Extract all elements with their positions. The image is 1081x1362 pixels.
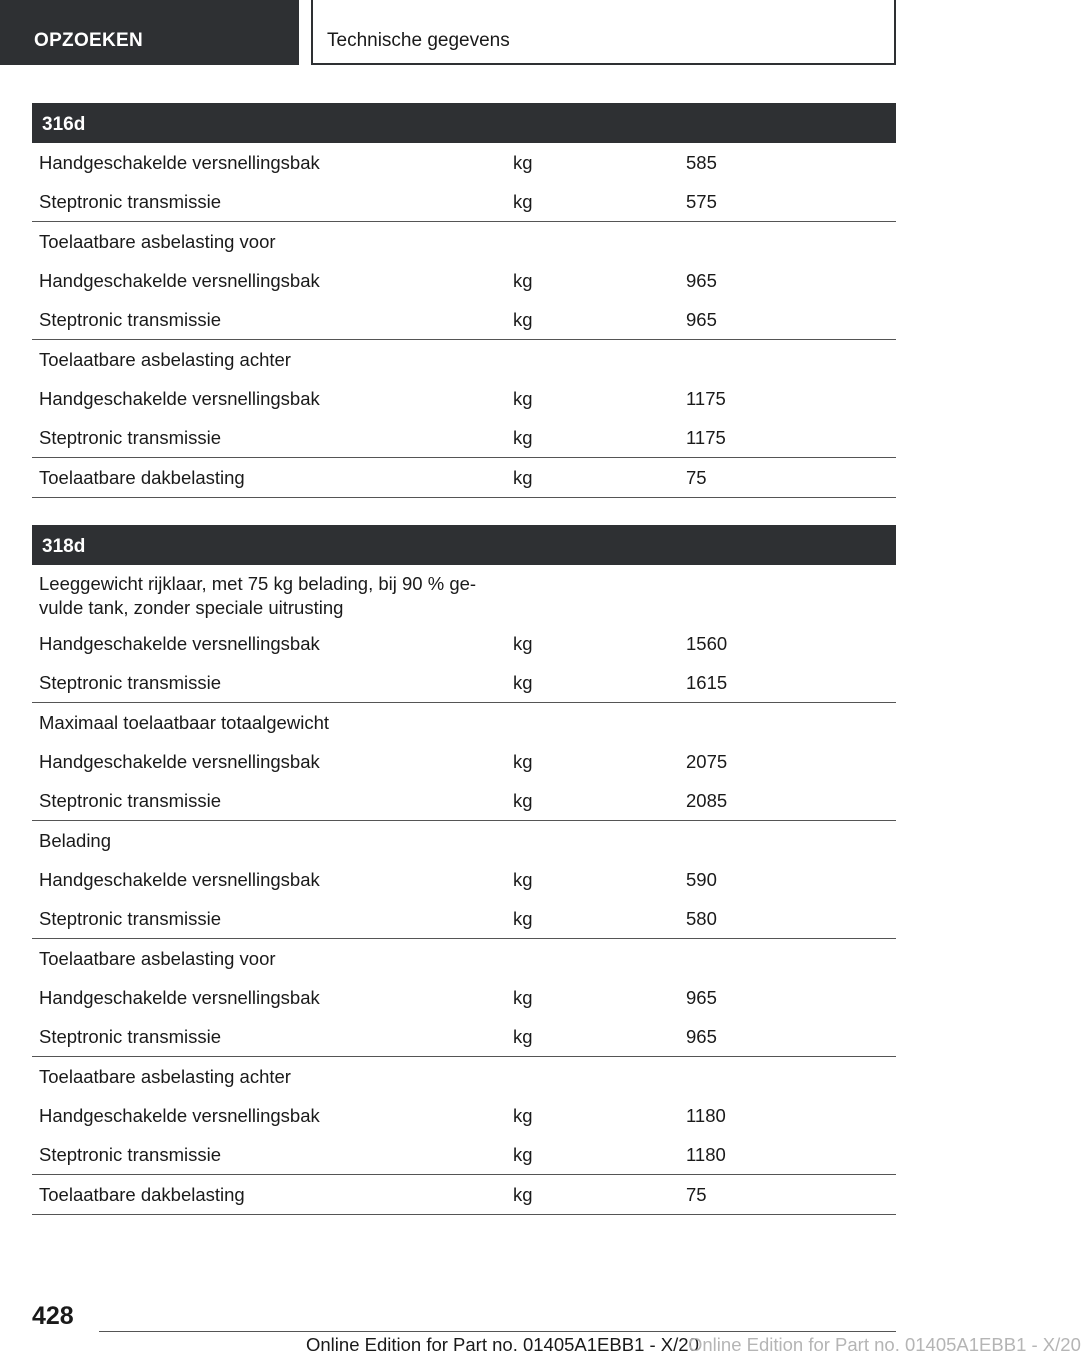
row-value: 1560 (686, 633, 728, 654)
row-value: 1180 (686, 1144, 726, 1165)
page-title-text: Technische gegevens (327, 30, 510, 51)
row-label: Toelaatbare asbelasting voor (39, 231, 276, 252)
table-row (32, 781, 896, 820)
row-label: Handgeschakelde versnellingsbak (39, 633, 320, 654)
row-unit: kg (513, 388, 533, 409)
row-label: Steptronic transmissie (39, 672, 221, 693)
row-label: Toelaatbare asbelasting voor (39, 948, 276, 969)
footer-divider (99, 1331, 896, 1332)
table-row (32, 978, 896, 1017)
row-value: 75 (686, 467, 707, 488)
row-unit: kg (513, 672, 533, 693)
row-value: 590 (686, 869, 717, 890)
row-unit: kg (513, 309, 533, 330)
table-row (32, 379, 896, 418)
table-row (32, 1096, 896, 1135)
row-unit: kg (513, 1144, 533, 1165)
row-unit: kg (513, 790, 533, 811)
table-row (32, 1135, 896, 1174)
table-row (32, 340, 896, 379)
spec-group (32, 1057, 896, 1175)
row-label: Maximaal toelaatbaar totaalgewicht (39, 712, 329, 733)
table-row (32, 1057, 896, 1096)
row-label: Handgeschakelde versnellingsbak (39, 869, 320, 890)
table-row (32, 565, 896, 624)
row-value: 580 (686, 908, 717, 929)
row-label: Toelaatbare dakbelasting (39, 1184, 245, 1205)
spec-table-318d (32, 525, 896, 1215)
spec-group (32, 565, 896, 703)
spec-group (32, 703, 896, 821)
row-unit: kg (513, 869, 533, 890)
row-label: Steptronic transmissie (39, 191, 221, 212)
row-label: Steptronic transmissie (39, 1144, 221, 1165)
row-unit: kg (513, 152, 533, 173)
table-row (32, 860, 896, 899)
row-unit: kg (513, 751, 533, 772)
row-label: Steptronic transmissie (39, 1026, 221, 1047)
row-unit: kg (513, 633, 533, 654)
table-row (32, 939, 896, 978)
spec-group (32, 143, 896, 222)
table-row (32, 899, 896, 938)
row-unit: kg (513, 191, 533, 212)
section-header (32, 103, 896, 143)
row-label: Handgeschakelde versnellingsbak (39, 152, 320, 173)
row-label: Steptronic transmissie (39, 309, 221, 330)
spec-group (32, 939, 896, 1057)
row-label: Toelaatbare asbelasting achter (39, 1066, 291, 1087)
row-value: 585 (686, 152, 717, 173)
row-value: 1615 (686, 672, 728, 693)
table-row (32, 1017, 896, 1056)
page-number: 428 (32, 1302, 74, 1330)
edition-text: Online Edition for Part no. 01405A1EBB1 - X/20 (306, 1334, 699, 1355)
row-unit: kg (513, 1105, 533, 1126)
row-label: Steptronic transmissie (39, 908, 221, 929)
watermark: Online Edition for Part no. 01405A1EBB1 - X/20 (688, 1334, 1081, 1355)
row-label: Handgeschakelde versnellingsbak (39, 1105, 320, 1126)
row-value: 2075 (686, 751, 728, 772)
table-row (32, 418, 896, 457)
table-row (32, 300, 896, 339)
row-label: Handgeschakelde versnellingsbak (39, 388, 320, 409)
table-row (32, 222, 896, 261)
section-header (32, 525, 896, 565)
table-row (32, 663, 896, 702)
row-value: 575 (686, 191, 717, 212)
section-title: 318d (42, 536, 86, 557)
spec-group (32, 458, 896, 498)
table-row (32, 1175, 896, 1214)
table-row (32, 624, 896, 663)
row-label: Handgeschakelde versnellingsbak (39, 751, 320, 772)
table-row (32, 182, 896, 221)
row-unit: kg (513, 1184, 533, 1205)
spec-group (32, 821, 896, 939)
table-row (32, 143, 896, 182)
row-label: Toelaatbare asbelasting achter (39, 349, 291, 370)
row-label: Handgeschakelde versnellingsbak (39, 987, 320, 1008)
row-label: Toelaatbare dakbelasting (39, 467, 245, 488)
spec-group (32, 1175, 896, 1215)
row-value: 1175 (686, 427, 726, 448)
row-label: Steptronic transmissie (39, 790, 221, 811)
page-title (311, 0, 896, 65)
row-unit: kg (513, 467, 533, 488)
table-row (32, 821, 896, 860)
row-value: 965 (686, 987, 717, 1008)
section-tab[interactable] (0, 0, 299, 65)
row-label: Belading (39, 830, 112, 851)
row-label: Handgeschakelde versnellingsbak (39, 270, 320, 291)
section-title: 316d (42, 114, 86, 135)
row-unit: kg (513, 908, 533, 929)
row-unit: kg (513, 1026, 533, 1047)
table-row (32, 703, 896, 742)
row-label: Steptronic transmissie (39, 427, 221, 448)
section-tab-label: OPZOEKEN (34, 30, 144, 51)
row-unit: kg (513, 427, 533, 448)
table-row (32, 261, 896, 300)
spec-group (32, 340, 896, 458)
row-value: 2085 (686, 790, 728, 811)
row-value: 1180 (686, 1105, 726, 1126)
row-unit: kg (513, 987, 533, 1008)
row-label: Leeggewicht rijklaar, met 75 kg belading, bij 90 % ge-vulde tank, zonder speciale uitrusting (39, 573, 477, 618)
row-value: 75 (686, 1184, 707, 1205)
table-row (32, 742, 896, 781)
row-unit: kg (513, 270, 533, 291)
table-row (32, 458, 896, 497)
row-value: 965 (686, 309, 717, 330)
row-value: 965 (686, 270, 717, 291)
spec-table-316d (32, 103, 896, 498)
row-value: 965 (686, 1026, 717, 1047)
row-value: 1175 (686, 388, 726, 409)
spec-group (32, 222, 896, 340)
